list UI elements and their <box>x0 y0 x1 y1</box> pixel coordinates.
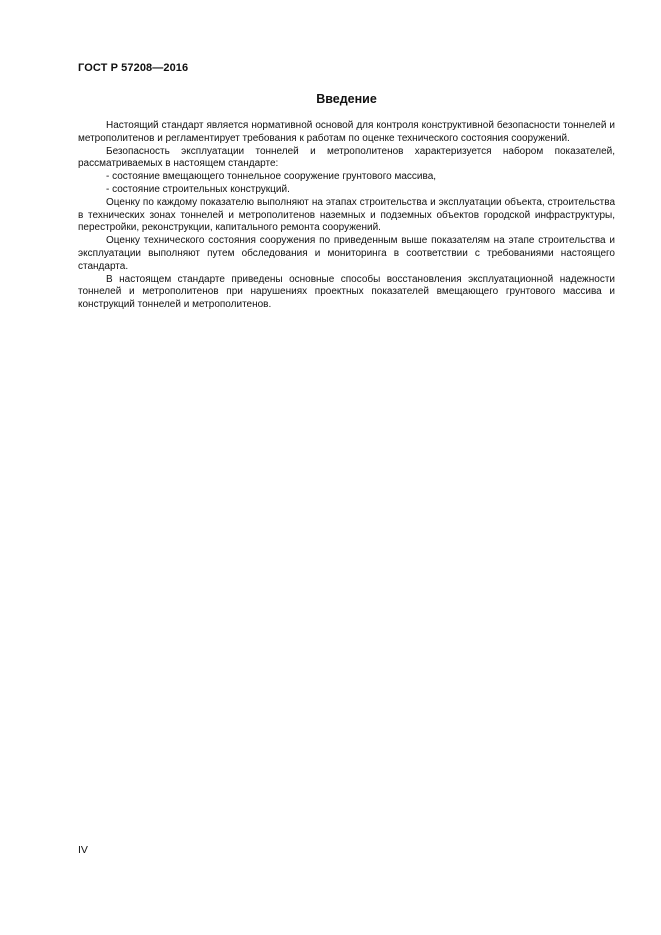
page-number: IV <box>78 844 88 856</box>
paragraph: Безопасность эксплуатации тоннелей и метрополитенов характеризуется набором показателей, рассматриваемых в настоящем стандарте: <box>78 145 615 170</box>
paragraph: Оценку по каждому показателю выполняют на этапах строительства и эксплуатации объекта, строительства в технических зонах тоннелей и метрополитенов наземных и подземных объектов городской инфраструктуры, перестройки, реконструкции, капитального ремонта сооружений. <box>78 196 615 234</box>
section-title: Введение <box>316 92 377 106</box>
body-text <box>78 120 615 312</box>
list-item: - состояние вмещающего тоннельное сооружение грунтового массива, <box>106 171 437 183</box>
list-item: - состояние строительных конструкций. <box>106 183 290 195</box>
document-header: ГОСТ Р 57208—2016 <box>78 62 189 74</box>
paragraph: Настоящий стандарт является нормативной основой для контроля конструктивной безопасности тоннелей и метрополитенов и регламентирует требования к работам по оценке технического состояния сооружений. <box>78 120 615 144</box>
paragraph: Оценку технического состояния сооружения по приведенным выше показателям на этапе строительства и эксплуатации выполняют путем обследования и мониторинга в соответствии с требованиями настоящего стандарта. <box>78 235 615 272</box>
paragraph: В настоящем стандарте приведены основные способы восстановления эксплуатационной надежности тоннелей и метрополитенов при нарушениях проектных показателей вмещающего грунтового массива и конструкций тоннелей и метрополитенов. <box>78 273 615 311</box>
